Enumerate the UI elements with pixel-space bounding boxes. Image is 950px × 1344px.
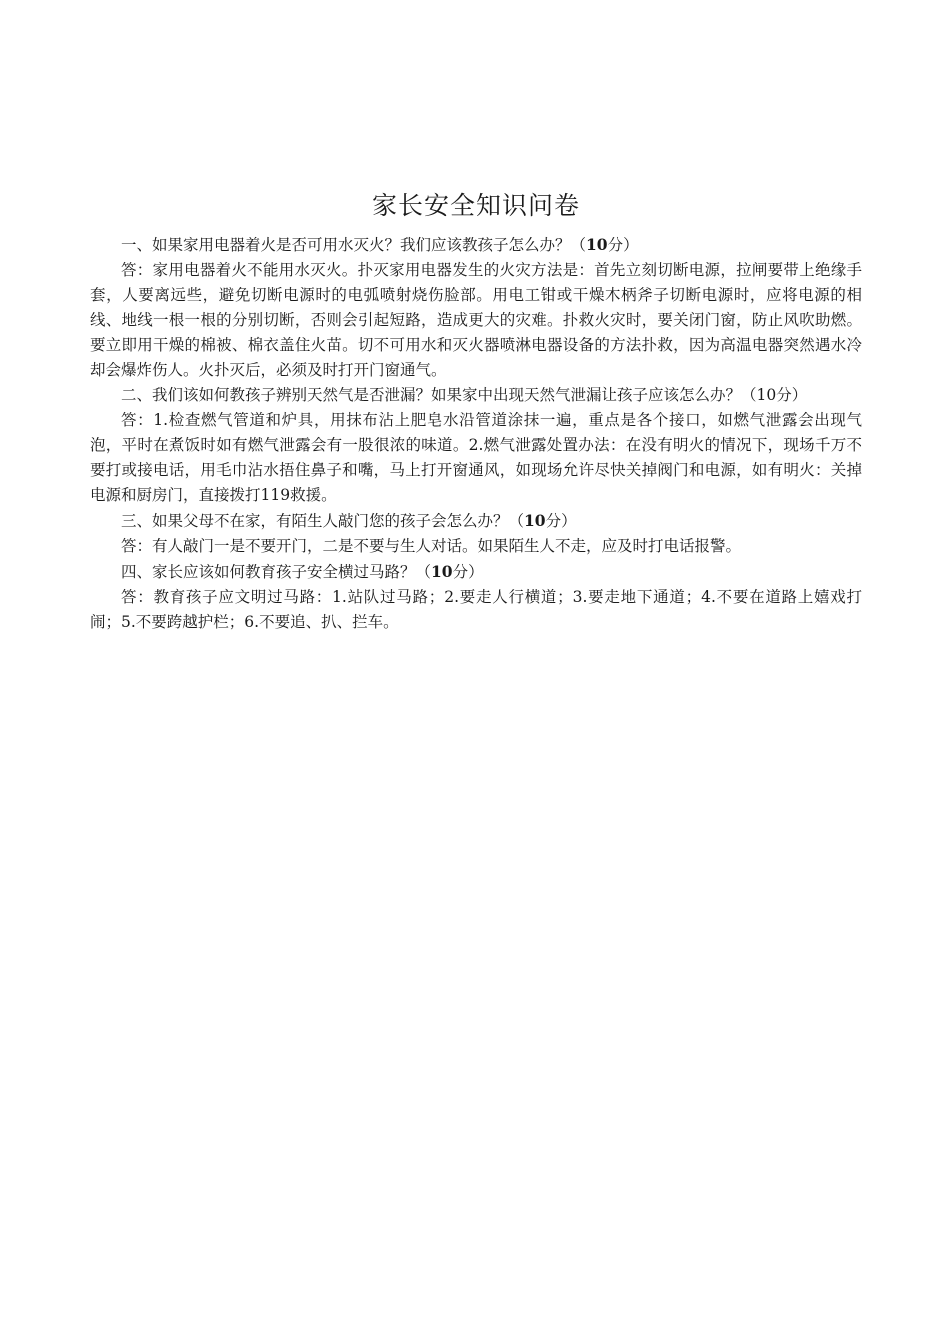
question-1-score-unit: 分） <box>607 236 639 254</box>
question-1-text: 一、如果家用电器着火是否可用水灭火？我们应该教孩子怎么办？（ <box>121 236 587 254</box>
question-2-text: 二、我们该如何教孩子辨别天然气是否泄漏？如果家中出现天然气泄漏让孩子应该怎么办？（ <box>121 386 757 404</box>
question-2-score: 10 <box>756 386 777 404</box>
question-2 <box>90 383 862 408</box>
question-3 <box>90 508 862 534</box>
question-4 <box>90 559 862 585</box>
question-1 <box>90 232 862 258</box>
question-4-score-unit: 分） <box>452 563 484 581</box>
answer-1: 答：家用电器着火不能用水灭火。扑灭家用电器发生的火灾方法是：首先立刻切断电源，拉闸要带上绝缘手套，人要离远些，避免切断电源时的电弧喷射烧伤脸部。用电工钳或干燥木柄斧子切断电源时，应将电源的相线、地线一根一根的分别切断，否则会引起短路，造成更大的灾难。扑救火灾时，要关闭门窗，防止风吹助燃。要立即用干燥的棉被、棉衣盖住火苗。切不可用水和灭火器喷淋电器设备的方法扑救，因为高温电器突然遇水冷却会爆炸伤人。火扑灭后，必须及时打开门窗通气。 <box>90 261 862 379</box>
question-1-score: 10 <box>586 235 608 254</box>
answer-2: 答：1.检查燃气管道和炉具，用抹布沾上肥皂水沿管道涂抹一遍，重点是各个接口，如燃气泄露会出现气泡，平时在煮饭时如有燃气泄露会有一股很浓的味道。2.燃气泄露处置办法：在没有明火的情况下，现场千万不要打或接电话，用毛巾沾水捂住鼻子和嘴，马上打开窗通风，如现场允许尽快关掉阀门和电源，如有明火：关掉电源和厨房门，直接拨打119救援。 <box>90 411 862 504</box>
document-page <box>90 186 862 635</box>
document-title: 家长安全知识问卷 <box>371 191 580 220</box>
question-3-score-unit: 分） <box>545 512 577 530</box>
question-3-text: 三、如果父母不在家，有陌生人敲门您的孩子会怎么办？（ <box>121 512 525 530</box>
answer-3: 答：有人敲门一是不要开门，二是不要与生人对话。如果陌生人不走，应及时打电话报警。 <box>121 537 742 555</box>
question-3-score: 10 <box>524 511 546 530</box>
question-4-score: 10 <box>431 562 453 581</box>
answer-4: 答：教育孩子应文明过马路：1.站队过马路；2.要走人行横道；3.要走地下通道；4.不要在道路上嬉戏打闹；5.不要跨越护栏；6.不要追、扒、拦车。 <box>90 588 862 631</box>
question-2-score-unit: 分） <box>776 386 808 404</box>
question-4-text: 四、家长应该如何教育孩子安全横过马路？（ <box>121 563 432 581</box>
